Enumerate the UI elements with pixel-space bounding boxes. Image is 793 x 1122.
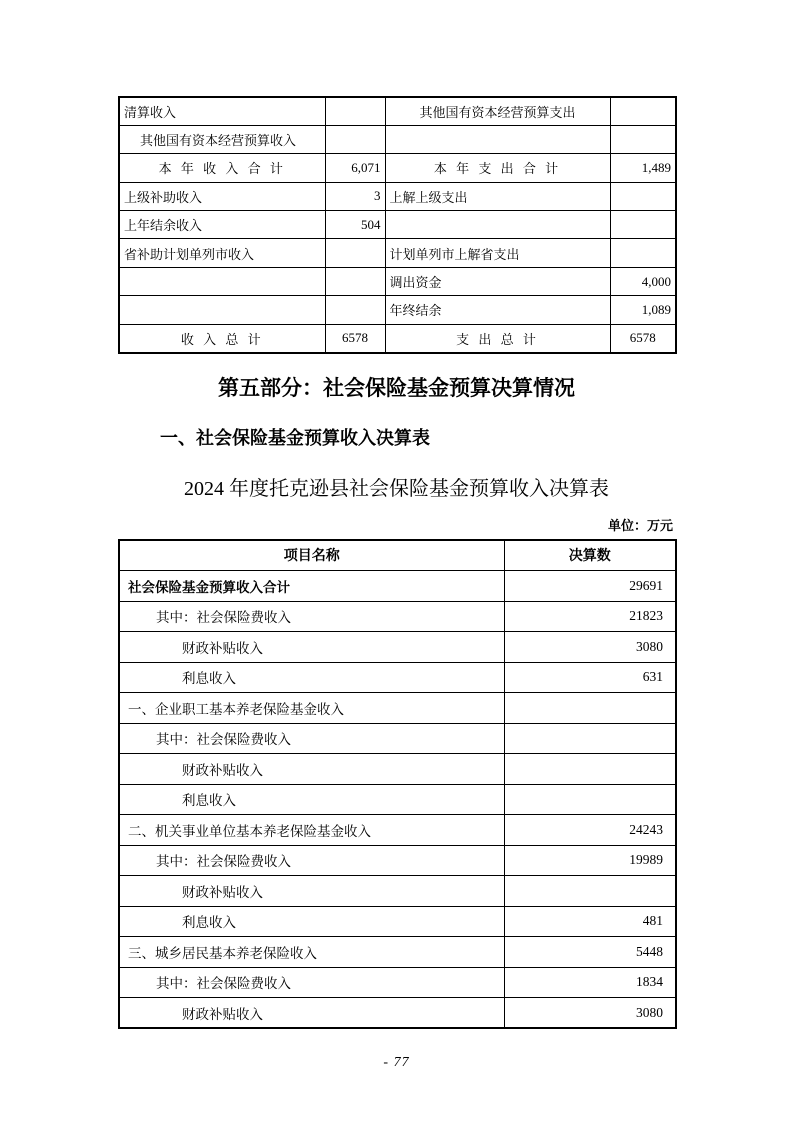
value-cell (325, 296, 385, 324)
item-cell: 其他国有资本经营预算支出 (385, 97, 610, 125)
item-cell: 收 入 总 计 (119, 324, 325, 352)
table-row (119, 632, 676, 663)
value-cell: 6578 (325, 324, 385, 352)
value-cell: 24243 (504, 815, 676, 846)
item-cell: 清算收入 (119, 97, 325, 125)
state-capital-budget-summary-table (118, 96, 677, 354)
value-cell: 6,071 (325, 154, 385, 182)
value-cell (610, 125, 676, 153)
item-cell: 三、城乡居民基本养老保险收入 (119, 937, 504, 968)
column-header-item: 项目名称 (119, 540, 504, 571)
item-cell: 财政补贴收入 (119, 632, 504, 663)
table-row (119, 211, 676, 239)
value-cell (325, 97, 385, 125)
table-row (119, 154, 676, 182)
item-cell: 一、企业职工基本养老保险基金收入 (119, 693, 504, 724)
item-cell: 二、机关事业单位基本养老保险基金收入 (119, 815, 504, 846)
item-cell: 上解上级支出 (385, 182, 610, 210)
table-title: 2024 年度托克逊县社会保险基金预算收入决算表 (184, 477, 609, 500)
table-row (119, 967, 676, 998)
value-cell (504, 693, 676, 724)
table-row (119, 239, 676, 267)
value-cell: 1,489 (610, 154, 676, 182)
subsection-heading: 一、社会保险基金预算收入决算表 (160, 427, 430, 448)
item-cell: 计划单列市上解省支出 (385, 239, 610, 267)
column-header-value: 决算数 (504, 540, 676, 571)
value-cell: 29691 (504, 571, 676, 602)
table-row (119, 267, 676, 295)
page-number: - 77 (383, 1055, 410, 1071)
value-cell: 3080 (504, 632, 676, 663)
table-row (119, 97, 676, 125)
social-insurance-income-table (118, 539, 677, 1030)
item-cell: 其中：社会保险费收入 (119, 967, 504, 998)
table-row (119, 845, 676, 876)
value-cell: 19989 (504, 845, 676, 876)
item-cell: 本 年 支 出 合 计 (385, 154, 610, 182)
table-row (119, 601, 676, 632)
item-cell: 其中：社会保险费收入 (119, 723, 504, 754)
table-row (119, 662, 676, 693)
table-row (119, 571, 676, 602)
unit-label: 单位：万元 (607, 517, 673, 533)
section-heading: 第五部分：社会保险基金预算决算情况 (218, 376, 575, 400)
value-cell: 481 (504, 906, 676, 937)
item-cell: 调出资金 (385, 267, 610, 295)
item-cell: 本 年 收 入 合 计 (119, 154, 325, 182)
value-cell (610, 211, 676, 239)
table-header-row (119, 540, 676, 571)
item-cell: 上级补助收入 (119, 182, 325, 210)
value-cell (610, 97, 676, 125)
table-row (119, 723, 676, 754)
item-cell (119, 267, 325, 295)
value-cell (504, 754, 676, 785)
item-cell: 上年结余收入 (119, 211, 325, 239)
item-cell: 利息收入 (119, 662, 504, 693)
item-cell (119, 296, 325, 324)
value-cell: 5448 (504, 937, 676, 968)
value-cell (504, 723, 676, 754)
table-row (119, 324, 676, 352)
value-cell: 3 (325, 182, 385, 210)
item-cell: 利息收入 (119, 784, 504, 815)
value-cell (325, 239, 385, 267)
item-cell: 财政补贴收入 (119, 998, 504, 1029)
value-cell: 6578 (610, 324, 676, 352)
table-row (119, 815, 676, 846)
value-cell (325, 267, 385, 295)
value-cell (610, 182, 676, 210)
table-row (119, 693, 676, 724)
value-cell: 3080 (504, 998, 676, 1029)
value-cell: 1,089 (610, 296, 676, 324)
table-row (119, 784, 676, 815)
table-row (119, 182, 676, 210)
table-row (119, 876, 676, 907)
item-cell: 年终结余 (385, 296, 610, 324)
value-cell: 631 (504, 662, 676, 693)
value-cell (504, 784, 676, 815)
value-cell (325, 125, 385, 153)
value-cell: 21823 (504, 601, 676, 632)
value-cell (504, 876, 676, 907)
table-row (119, 906, 676, 937)
table-row (119, 998, 676, 1029)
item-cell: 社会保险基金预算收入合计 (119, 571, 504, 602)
table-row (119, 754, 676, 785)
table-row (119, 296, 676, 324)
item-cell: 财政补贴收入 (119, 754, 504, 785)
table-row (119, 125, 676, 153)
item-cell: 省补助计划单列市收入 (119, 239, 325, 267)
item-cell: 其他国有资本经营预算收入 (119, 125, 325, 153)
item-cell: 其中：社会保险费收入 (119, 845, 504, 876)
item-cell: 支 出 总 计 (385, 324, 610, 352)
value-cell: 1834 (504, 967, 676, 998)
item-cell (385, 211, 610, 239)
page-content (118, 0, 675, 1071)
item-cell: 利息收入 (119, 906, 504, 937)
item-cell: 其中：社会保险费收入 (119, 601, 504, 632)
value-cell: 4,000 (610, 267, 676, 295)
table-row (119, 937, 676, 968)
value-cell: 504 (325, 211, 385, 239)
value-cell (610, 239, 676, 267)
item-cell (385, 125, 610, 153)
item-cell: 财政补贴收入 (119, 876, 504, 907)
